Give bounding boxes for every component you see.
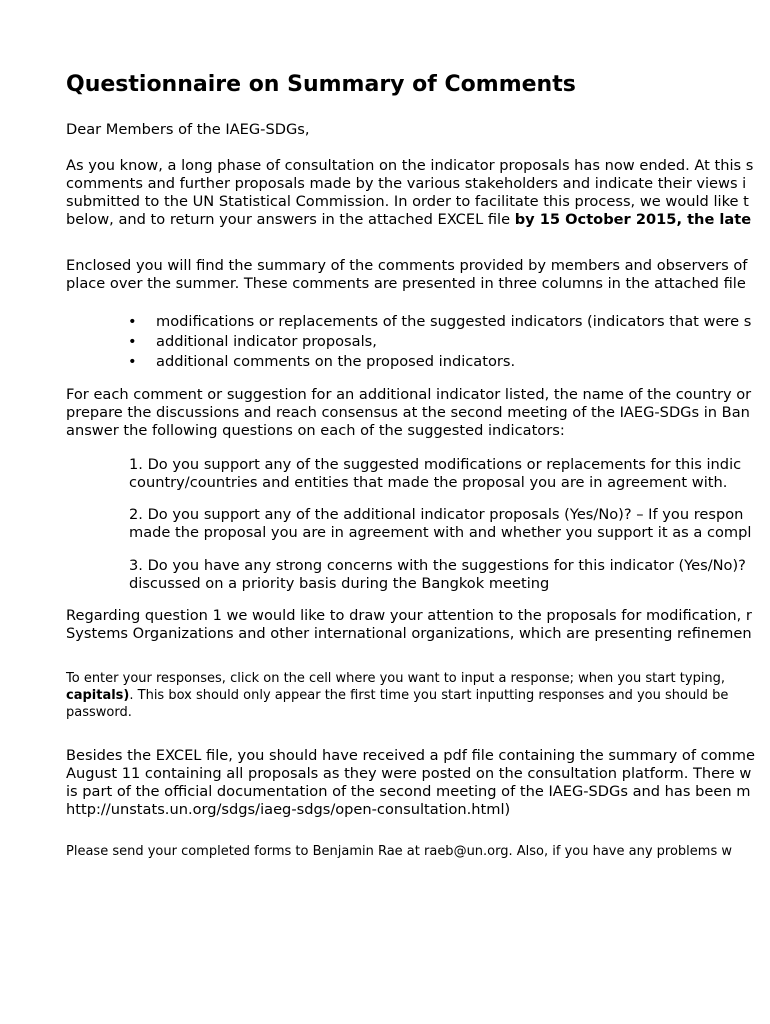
- entry-instructions-line: password.: [66, 705, 132, 720]
- intro-text: below, and to return your answers in the attached EXCEL file: [66, 211, 515, 228]
- question-3: discussed on a priority basis during the Bangkok meeting: [129, 575, 550, 592]
- question-1: 1. Do you support any of the suggested modifications or replacements for this indic: [129, 456, 742, 473]
- deadline-text: by 15 October 2015, the late: [514, 211, 752, 228]
- question-2: made the proposal you are in agreement with and whether you support it as a compl: [129, 524, 752, 541]
- bullet-icon: •: [128, 353, 137, 370]
- pdf-paragraph-line: Besides the EXCEL file, you should have received a pdf file containing the summary of comme: [66, 747, 755, 764]
- intro-paragraph-line: comments and further proposals made by the various stakeholders and indicate their views i: [66, 175, 747, 192]
- question1-note-line: Systems Organizations and other international organizations, which are presenting refinemen: [66, 625, 752, 642]
- question-2: 2. Do you support any of the additional indicator proposals (Yes/No)? – If you respon: [129, 506, 744, 523]
- bullet-item: modifications or replacements of the suggested indicators (indicators that were s: [156, 313, 752, 330]
- entry-instructions-line: [66, 687, 728, 704]
- pdf-paragraph-line: August 11 containing all proposals as they were posted on the consultation platform. There w: [66, 765, 752, 782]
- intro-paragraph-line: submitted to the UN Statistical Commission. In order to facilitate this process, we would like t: [66, 193, 749, 210]
- instructions-paragraph-line: answer the following questions on each of the suggested indicators:: [66, 422, 565, 439]
- capitals-text: capitals): [66, 688, 130, 703]
- bullet-item: additional comments on the proposed indicators.: [156, 353, 516, 370]
- bullet-item: additional indicator proposals,: [156, 333, 377, 350]
- entry-text: . This box should only appear the first time you start inputting responses and you should be: [129, 688, 729, 703]
- bullet-icon: •: [128, 313, 137, 330]
- instructions-paragraph-line: prepare the discussions and reach consensus at the second meeting of the IAEG-SDGs in Ban: [66, 404, 750, 421]
- entry-instructions-line: To enter your responses, click on the cell where you want to input a response; when you start typing,: [66, 671, 726, 686]
- intro-paragraph-line: As you know, a long phase of consultation on the indicator proposals has now ended. At this s: [66, 157, 754, 174]
- question-3: 3. Do you have any strong concerns with the suggestions for this indicator (Yes/No)?: [129, 557, 746, 574]
- enclosed-paragraph-line: Enclosed you will find the summary of the comments provided by members and observers of: [66, 257, 748, 274]
- instructions-paragraph-line: For each comment or suggestion for an additional indicator listed, the name of the country or: [66, 386, 752, 403]
- intro-paragraph-line: [66, 211, 751, 229]
- contact-line: Please send your completed forms to Benjamin Rae at raeb@un.org. Also, if you have any problems w: [66, 844, 732, 859]
- consultation-link[interactable]: http://unstats.un.org/sdgs/iaeg-sdgs/open-consultation.html): [66, 801, 511, 818]
- bullet-icon: •: [128, 333, 137, 350]
- pdf-paragraph-line: is part of the official documentation of the second meeting of the IAEG-SDGs and has been m: [66, 783, 751, 800]
- enclosed-paragraph-line: place over the summer. These comments are presented in three columns in the attached file: [66, 275, 746, 292]
- question1-note-line: Regarding question 1 we would like to draw your attention to the proposals for modification, r: [66, 607, 752, 624]
- question-1: country/countries and entities that made the proposal you are in agreement with.: [129, 474, 728, 491]
- page-title: Questionnaire on Summary of Comments: [66, 72, 576, 97]
- salutation: Dear Members of the IAEG-SDGs,: [66, 121, 310, 138]
